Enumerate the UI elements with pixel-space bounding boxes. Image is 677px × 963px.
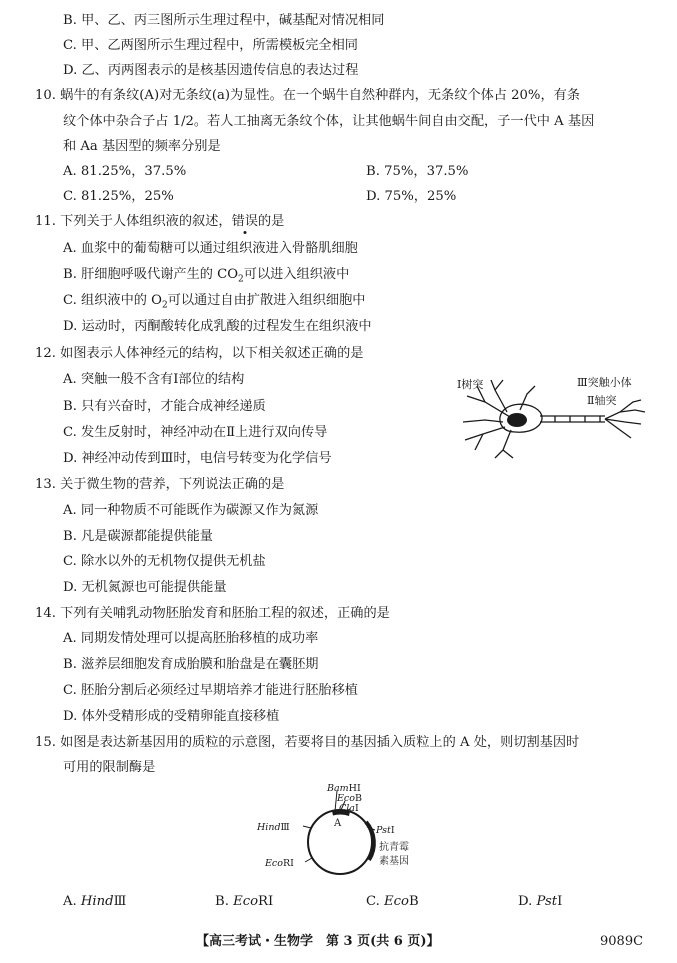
q15-c-italic: Eco [384, 894, 409, 909]
label-terminal: Ⅲ突触小体 [577, 376, 632, 389]
q14-stem: 14. 下列有关哺乳动物胚胎发育和胚胎工程的叙述，正确的是 [35, 606, 390, 621]
q15-option-c [366, 893, 419, 911]
label-clai-roman: Ⅰ [354, 803, 359, 814]
q13-option-a: A. 同一种物质不可能既作为碳源又作为氮源 [63, 503, 319, 518]
label-hindiii-italic: Hind [257, 822, 281, 833]
q10-option-c: C. 81.25%，25% [63, 189, 174, 204]
q14-option-d: D. 体外受精形成的受精卵能直接移植 [63, 709, 280, 724]
q9-option-d: D. 乙、丙两图表示的是核基因遗传信息的表达过程 [63, 63, 359, 78]
label-resistance-2: 素基因 [379, 856, 409, 867]
label-bamhi-italic: Bam [327, 783, 349, 794]
q12-option-b: B. 只有兴奋时，才能合成神经递质 [63, 399, 266, 414]
q11-option-d: D. 运动时，丙酮酸转化成乳酸的过程发生在组织液中 [63, 319, 372, 334]
plasmid-figure [255, 782, 425, 882]
q9-option-c: C. 甲、乙两图所示生理过程中，所需模板完全相同 [63, 38, 358, 53]
label-psti [375, 825, 395, 836]
q12-option-c: C. 发生反射时，神经冲动在Ⅱ上进行双向传导 [63, 425, 328, 440]
q15-a-italic: Hind [80, 894, 114, 909]
q15-option-d [518, 893, 562, 911]
q15-option-a [63, 893, 126, 911]
label-ecori-italic: Eco [265, 858, 283, 869]
q15-c-prefix: C. [366, 894, 385, 909]
label-clai [339, 803, 359, 814]
q13-option-b: B. 凡是碳源都能提供能量 [63, 529, 213, 544]
neuron-figure [455, 372, 655, 462]
q15-stem-1: 15. 如图是表达新基因用的质粒的示意图，若要将目的基因插入质粒上的 A 处，则切割基因时 [35, 735, 580, 750]
label-resistance-1: 抗青霉 [379, 842, 409, 853]
q11-c-part1: C. 组织液中的 O [63, 293, 162, 308]
q15-b-italic: Eco [233, 894, 259, 909]
q12-stem: 12. 如图表示人体神经元的结构，以下相关叙述正确的是 [35, 346, 364, 361]
label-hindiii [256, 822, 290, 833]
q11-emphasis: 错误 [231, 214, 258, 229]
q14-option-b: B. 滋养层细胞发育成胎膜和胎盘是在囊胚期 [63, 657, 319, 672]
q15-d-suffix: Ⅰ [557, 894, 563, 909]
q11-option-a: A. 血浆中的葡萄糖可以通过组织液进入骨骼肌细胞 [63, 241, 358, 256]
label-ecob-italic: Eco [337, 793, 355, 804]
label-psti-italic: Pst [376, 825, 391, 836]
q10-option-b: B. 75%，37.5% [366, 164, 469, 179]
q15-a-prefix: A. [63, 894, 81, 909]
q11-b-part1: B. 肝细胞呼吸代谢产生的 CO [63, 267, 239, 282]
label-site-a: A [334, 818, 342, 829]
q11-stem-part2: 的是 [257, 214, 285, 229]
page-footer: 【高三考试・生物学 第 3 页(共 6 页)】 [196, 934, 440, 949]
q15-b-suffix: RⅠ [258, 894, 274, 909]
label-ecori [264, 858, 294, 869]
q14-option-a: A. 同期发情处理可以提高胚胎移植的成功率 [63, 631, 319, 646]
paper-code: 9089C [600, 934, 644, 949]
q11-option-c: C. 组织液中的 $O_2$可以通过自由扩散进入组织细胞中 [63, 293, 366, 311]
q15-stem-2: 可用的限制酶是 [63, 760, 156, 775]
label-axon: Ⅱ轴突 [587, 394, 617, 407]
q15-option-b [215, 893, 273, 911]
q11-b-part2: 可以进入组织液中 [243, 267, 350, 282]
label-psti-roman: Ⅰ [390, 825, 395, 836]
q10-stem-3: 和 Aa 基因型的频率分别是 [63, 139, 221, 154]
q11-stem [35, 213, 284, 231]
nucleus [507, 413, 527, 427]
q11-c-part2: 可以通过自由扩散进入组织细胞中 [167, 293, 366, 308]
q15-d-prefix: D. [518, 894, 537, 909]
q15-d-italic: Pst [536, 894, 558, 909]
q10-stem-1: 10. 蜗牛的有条纹(A)对无条纹(a)为显性。在一个蜗牛自然种群内，无条纹个体占 20%，有条 [35, 88, 581, 103]
label-clai-italic: Cla [339, 803, 355, 814]
q10-option-d: D. 75%，25% [366, 189, 457, 204]
label-hindiii-roman: Ⅲ [280, 822, 290, 833]
q12-option-d: D. 神经冲动传到Ⅲ时，电信号转变为化学信号 [63, 451, 332, 466]
q12-option-a: A. 突触一般不含有Ⅰ部位的结构 [63, 372, 245, 387]
q11-option-b: B. 肝细胞呼吸代谢产生的 $CO_2$可以进入组织液中 [63, 267, 350, 285]
q15-c-suffix: B [408, 894, 419, 909]
q13-option-c: C. 除水以外的无机物仅提供无机盐 [63, 554, 266, 569]
q10-option-a: A. 81.25%，37.5% [63, 164, 187, 179]
q10-stem-2: 纹个体中杂合子占 1/2。若人工抽离无条纹个体，让其他蜗牛间自由交配，子一代中 A 基因 [63, 114, 595, 129]
q15-a-suffix: Ⅲ [113, 894, 127, 909]
q9-option-b: B. 甲、乙、丙三图所示生理过程中，碱基配对情况相同 [63, 13, 385, 28]
q14-option-c: C. 胚胎分割后必须经过早期培养才能进行胚胎移植 [63, 683, 358, 698]
q11-stem-part1: 11. 下列关于人体组织液的叙述， [35, 214, 232, 229]
label-ecori-roman: RⅠ [282, 858, 294, 869]
q15-b-prefix: B. [215, 894, 234, 909]
q13-stem: 13. 关于微生物的营养，下列说法正确的是 [35, 477, 285, 492]
q13-option-d: D. 无机氮源也可能提供能量 [63, 580, 227, 595]
label-ecob-roman: B [354, 793, 362, 804]
label-dendrite: Ⅰ树突 [457, 378, 484, 391]
label-bamhi-roman: HⅠ [348, 783, 361, 794]
